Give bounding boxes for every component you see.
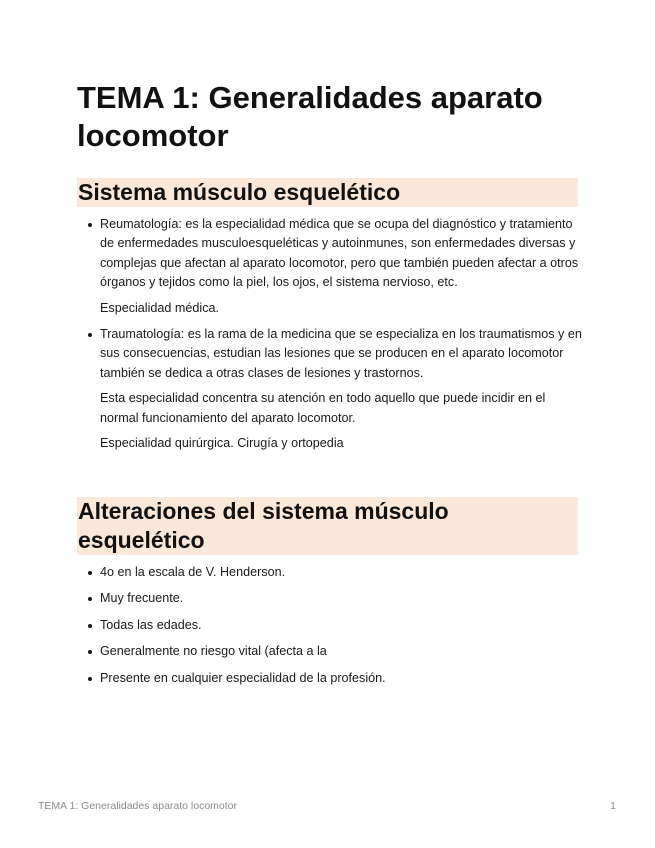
list-item-paragraph: Especialidad médica.	[100, 300, 220, 315]
section-list-alteraciones	[77, 563, 587, 688]
list-item-paragraph: Esta especialidad concentra su atención en todo aquello que puede incidir en el normal funcionamiento del aparato locomotor.	[100, 391, 546, 425]
section-list-sistema	[77, 215, 587, 453]
list-item-paragraph: Reumatología: es la especialidad médica que se ocupa del diagnóstico y tratamiento de enfermedades musculoesqueléticas y autoinmunes, son enfermedades diversas y complejas que afectan al aparato locomotor, pero que también pueden afectar a otros órganos y tejidos como la piel, los ojos, el sistema nervioso, etc.	[100, 217, 579, 290]
bullet-icon	[88, 650, 92, 654]
list-item	[77, 563, 587, 582]
document-title: TEMA 1: Generalidades aparato locomotor	[77, 80, 543, 153]
list-item-text: Todas las edades.	[100, 617, 202, 632]
bullet-icon	[88, 624, 92, 628]
list-item-text: Presente en cualquier especialidad de la profesión.	[100, 670, 386, 685]
list-item-text: Muy frecuente.	[100, 591, 184, 606]
list-item-text: Generalmente no riesgo vital (afecta a la	[100, 644, 327, 659]
list-item	[77, 642, 587, 661]
list-item	[77, 616, 587, 635]
footer-page-number: 1	[610, 800, 616, 812]
bullet-icon	[88, 677, 92, 681]
list-item-text: 4o en la escala de V. Henderson.	[100, 565, 286, 579]
bullet-icon	[88, 223, 92, 227]
bullet-icon	[88, 571, 92, 575]
section-heading-sistema: Sistema músculo esquelético	[77, 178, 578, 207]
list-item	[77, 589, 587, 608]
bullet-icon	[88, 597, 92, 601]
list-item-paragraph: Especialidad quirúrgica. Cirugía y ortopedia	[100, 436, 344, 451]
list-item-paragraph: Traumatología: es la rama de la medicina que se especializa en los traumatismos y en sus consecuencias, estudian las lesiones que se producen en el aparato locomotor también se dedica a otras clases de lesiones y trastornos.	[100, 327, 582, 380]
list-item	[77, 215, 587, 318]
section-heading-alteraciones: Alteraciones del sistema músculo esquelético	[77, 497, 578, 555]
list-item	[77, 669, 587, 688]
bullet-icon	[88, 333, 92, 337]
footer-title: TEMA 1: Generalidades aparato locomotor	[38, 800, 238, 812]
list-item	[77, 325, 587, 453]
